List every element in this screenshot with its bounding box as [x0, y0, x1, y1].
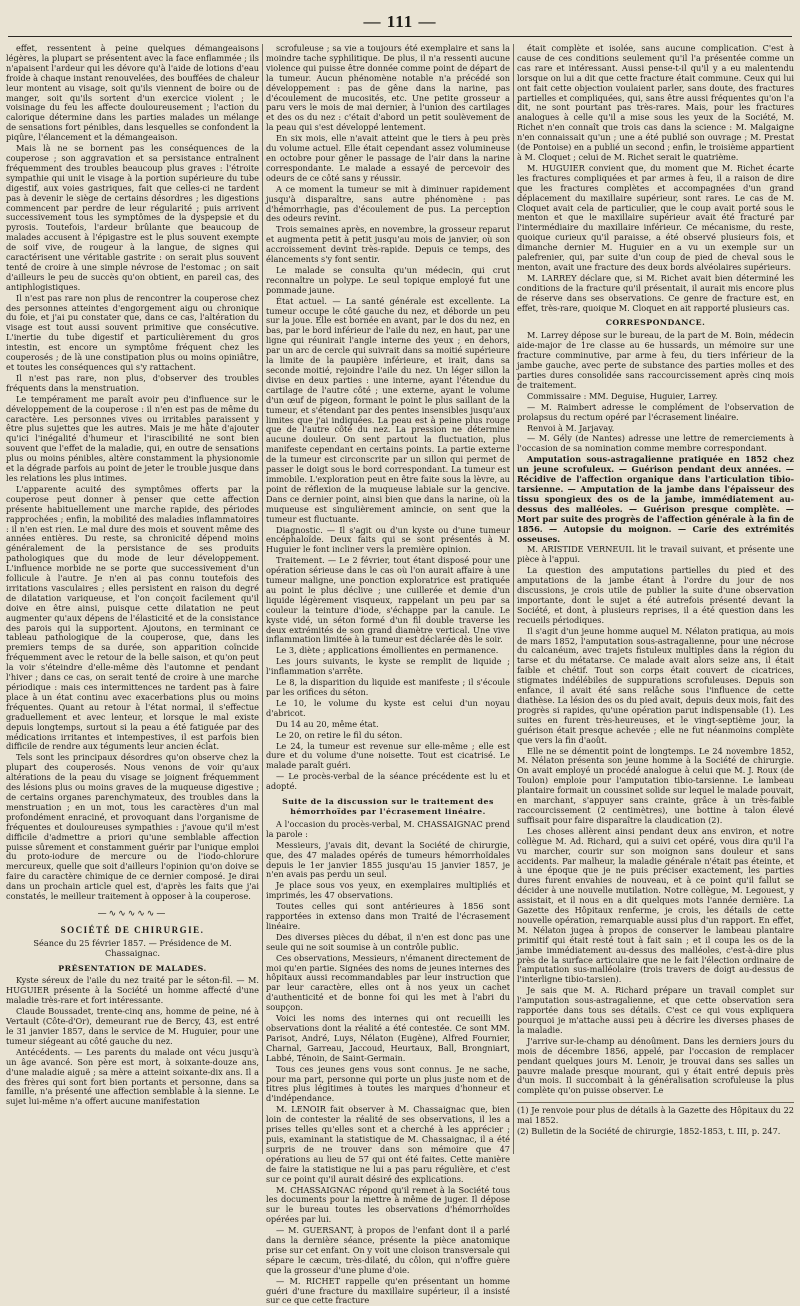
paragraph: La question des amputations partielles du pied et des amputations de la jambe étant à l'ordre du jour de nos discussions, je crois utile de publier la suite d'une observation importante, dont le sujet a été autrefois présenté devant la Société, et dont, à plusieurs reprises, il a été question dans les recueils périodiques.: [517, 565, 794, 625]
paragraph: A ce moment la tumeur se mit à diminuer rapidement jusqu'à disparaître, sans autre phénomène : pas d'hémorrhagie, pas d'écoulement de pus. La perception des odeurs revint.: [266, 183, 510, 224]
footnote: (1) Je renvoie pour plus de détails à la Gazette des Hôpitaux du 22 mai 1852.: [517, 1105, 794, 1126]
paragraph: M. ARISTIDE VERNEUIL lit le travail suivant, et présente une pièce à l'appui.: [517, 544, 794, 565]
paragraph: Le tempérament me paraît avoir peu d'influence sur le développement de la couperose : il n'en est pas de même du caractère. Les personnes vives ou irritables paraissent y être plus sujettes que les autres. Mais je me hâte d'ajouter qu'ici l'inégalité d'humeur et l'irascibilité ne sont bien souvent que l'effet de la maladie, qui, en outre de sensations plus ou moins pénibles, altère constamment la physionomie et la dégrade parfois au point de jeter le trouble jusque dans les relations les plus intimes.: [6, 393, 259, 483]
paragraph: Le 24, la tumeur est revenue sur elle-même ; elle est dure et du volume d'une noisette. Tout est cicatrisé. Le malade paraît guéri.: [266, 740, 510, 771]
paragraph: Messieurs, j'avais dit, devant la Société de chirurgie, que, des 47 malades opérés de tumeurs hémorrhoïdales depuis le 1er janvier 1855 jusqu'au 15 janvier 1857, je n'en avais pas perdu un seul.: [266, 839, 510, 880]
paragraph: Renvoi à M. Jarjavay.: [527, 422, 615, 433]
column-1: [6, 44, 259, 1154]
column-3: [517, 44, 794, 1154]
paragraph: M. LARREY déclare que, si M. Richet avait bien déterminé les conditions de la fracture qu'il présentait, il aurait mis encore plus de réserve dans ses observations. Ce genre de fracture est, en effet, très-rare, quoique M. Cloquet en ait rapporté plusieurs cas.: [517, 272, 794, 313]
paragraph: L'apparente acuité des symptômes offerts par la couperose peut donner à penser que cette affection présente habituellement une marche rapide, des périodes rapprochées ; enfin, la mobilité des maladies inflammatoires : il n'en est rien. Le mal dure des mois et souvent même des années entières. Du reste, sa chronicité dépend moins généralement de la persistance de ses produits pathologiques que du mode de leur développement. L'influence morbide ne se porte que successivement d'un follicule à l'autre. Je n'en ai pas connu toutefois des irritations vasculaires ; elles persistent en raison du degré de dilatation variqueuse, et l'on conçoit facilement qu'il doive en être ainsi, puisque cette dilatation ne peut augmenter qu'aux dépens de l'élasticité et de la consistance des parois qui la supportent. Ajoutons, en terminant ce tableau pathologique de la couperose, que, dans les premiers temps de sa durée, son apparition coïncide fréquemment avec le retour de la belle saison, et qu'on peut la voir s'éteindre d'elle-même dès l'automne et pendant l'hiver ; dans ce cas, on serait tenté de croire à une marche périodique : mais ces intermittences ne tardent pas à faire place à un état continu avec exacerbations plus ou moins fréquentes. Quant au retour à l'état normal, il s'effectue graduellement et avec lenteur, et lorsque le mal existe depuis longtemps, surtout si la peau a été fatiguée par des médications irritantes et intempestives, il est parfois bien difficile de rendre aux téguments leur ancien éclat.: [6, 483, 259, 752]
paragraph: Trois semaines après, en novembre, la grosseur reparut et augmenta petit à petit jusqu'au mois de janvier, où son accroissement devint très-rapide. Depuis ce temps, des élancements s'y font sentir.: [266, 224, 510, 265]
paragraph: Je sais que M. A. Richard prépare un travail complet sur l'amputation sous-astragalienne, et que cette observation sera rapportée dans tous ses détails. C'est ce qui vous expliquera pourquoi je m'attache aussi peu à décrire les diverses phases de la maladie.: [517, 985, 794, 1035]
subsection-title: PRÉSENTATION DE MALADES.: [58, 963, 207, 973]
paragraph: M. HUGUIER convient que, du moment que M. Richet écarte les fractures compliquées et par armes à feu, il a raison de dire que les fractures complètes et accompagnées d'un grand déplacement du maxillaire supérieur, sont rares. Le cas de M. Cloquet avait cela de particulier, que le coup avait porté sous le menton et que le maxillaire supérieur avait été fracturé par l'intermédiaire du maxillaire inférieur. Ce mécanisme, du reste, quoique curieux qu'il paraisse, a été observé plusieurs fois, et dimanche dernier M. Huguier en a vu un exemple sur un palefrenier, qui, par suite d'un coup de pied de cheval sous le menton, avait une fracture des deux bords alvéolaires supérieurs.: [517, 162, 794, 272]
paragraph: — M. RICHET rappelle qu'en présentant un homme guéri d'une fracture du maxillaire supérieur, il a insisté sur ce que cette fracture: [266, 1275, 510, 1306]
paragraph: — M. Raimbert adresse le complément de l'observation de prolapsus du rectum opéré par l'écrasement linéaire.: [517, 401, 794, 422]
subsection-title: CORRESPONDANCE.: [605, 318, 706, 328]
page-header: [0, 10, 800, 34]
paragraph: Des diverses pièces du débat, il n'en est donc pas une seule qui ne soit soumise à un contrôle public.: [266, 931, 510, 952]
paragraph: Le 20, on retire le fil du séton.: [276, 729, 403, 740]
paragraph: Diagnostic. — Il s'agit ou d'un kyste ou d'une tumeur encéphaloïde. Deux faits qui se sont présentés à M. Huguier le font incliner vers la première opinion.: [266, 524, 510, 555]
paragraph: — M. GUERSANT, à propos de l'enfant dont il a parlé dans la dernière séance, présente la pièce anatomique prise sur cet enfant. On y voit une cloison transversale qui sépare le cæcum, très-dilaté, du côlon, qui n'offre guère que la grosseur d'une plume d'oie.: [266, 1225, 510, 1275]
paragraph: M. CHASSAIGNAC répond qu'il remet à la Société tous les documents pour la mettre à même de juger. Il dépose sur le bureau toutes les observations d'hémorrhoïdes opérées par lui.: [266, 1184, 510, 1225]
section-ornament: —∿∿∿∿∿—: [97, 908, 168, 919]
session-line: Séance du 25 février 1857. — Présidence de M. Chassaignac.: [33, 937, 232, 958]
paragraph: effet, ressentent à peine quelques démangeaisons légères, la plupart se présentent avec la face enflammée ; ils n'apaisent l'ardeur qui les dévore qu'à l'aide de lotions d'eau froide à chaque instant renouvelées, des bouffées de chaleur leur montent au visage, soit qu'ils viennent de boire ou de manger, soit qu'ils sortent d'un exercice violent ; le voisinage du feu les affecte douloureusement ; l'action du calorique détermine dans les parties malades un mélange de sensations fort pénibles, dans lesquelles se confondent la piqûre, l'élancement et la démangeaison.: [6, 43, 259, 143]
column-divider: [513, 44, 514, 1154]
footnotes: [517, 1102, 794, 1137]
paragraph: Traitement. — Le 2 février, tout étant disposé pour une opération sérieuse dans le cas où l'on aurait affaire à une tumeur maligne, une ponction exploratrice est pratiquée au point le plus déclive ; une cuillerée et demie d'un liquide légèrement visqueux, rappelant un peu par sa couleur la teinture d'iode, s'échappe par la canule. Le kyste vidé, un séton formé d'un fil double traverse les deux extrémités de son grand diamètre vertical. Une vive inflammation limitée à la tumeur est déclarée dès le soir.: [266, 555, 510, 645]
paragraph: Il s'agit d'un jeune homme auquel M. Nélaton pratiqua, au mois de mars 1852, l'amputation sous-astragalienne, pour une nécrose du calcanéum, avec trajets fistuleux multiples dans la région du tarse et du métatarse. Ce malade avait alors seize ans, il était faible et chétif. Tout son corps était couvert de cicatrices, stigmates indélébiles de suppurations scrofuleuses. Depuis son enfance, il avait été sans relâche sous l'influence de cette diathèse. La lésion des os du pied avait, depuis deux mois, fait des progrès si rapides, qu'une opération parut indispensable (1). Les suites en furent très-heureuses, et le vingt-septième jour, la guérison était presque achevée ; elle ne fut néanmoins complète que vers la fin d'août.: [517, 625, 794, 745]
paragraph: Le 10, le volume du kyste est celui d'un noyau d'abricot.: [266, 697, 510, 718]
paragraph: Tous ces jeunes gens vous sont connus. Je ne sache, pour ma part, personne qui porte un plus juste nom et de titres plus légitimes à toutes les marques d'honneur et d'indépendance.: [266, 1063, 510, 1104]
paragraph: Je place sous vos yeux, en exemplaires multipliés et imprimés, les 47 observations.: [266, 880, 510, 901]
paragraph: Le malade se consulta qu'un médecin, qui crut reconnaître un polype. Le seul topique employé fut une pommade jaune.: [266, 264, 510, 295]
paragraph: J'arrive sur-le-champ au dénoûment. Dans les derniers jours du mois de décembre 1856, appelé, par l'occasion de remplacer pendant quelques jours M. Lenoir, je trouvai dans ses salles un pauvre malade presque mourant, qui y était entré depuis près d'un mois. Il succombait à la généralisation scrofuleuse la plus complète qu'on puisse observer. Le: [517, 1035, 794, 1096]
paragraph: En six mois, elle n'avait atteint que le tiers à peu près du volume actuel. Elle était cependant assez volumineuse en octobre pour gêner le passage de l'air dans la narine correspondante. Le malade a essayé de percevoir des odeurs de ce côté sans y réussir.: [266, 133, 510, 183]
paragraph: Commissaire : MM. Deguise, Huguier, Larrey.: [527, 390, 718, 401]
paragraph: M. Larrey dépose sur le bureau, de la part de M. Boin, médecin aide-major de 1re classe au 6e hussards, un mémoire sur une fracture comminutive, par arme à feu, du tiers inférieur de la jambe gauche, avec perte de substance des parties molles et des parties dures consolidée sans raccourcissement après cinq mois de traitement.: [517, 330, 794, 390]
paragraph: Kyste séreux de l'aile du nez traité par le séton-fil. — M. HUGUIER présente à la Société un homme affecté d'une maladie très-rare et fort intéressante.: [6, 975, 259, 1006]
paragraph: Voici les noms des internes qui ont recueilli les observations dont la réalité a été contestée. Ce sont MM. Parisot, André, Luys, Nélaton (Eugène), Alfred Fournier, Charnal, Garreau, Jaccoud, Heurtaux, Ball, Brongniart, Labbé, Ténoin, de Saint-Germain.: [266, 1013, 510, 1063]
paragraph: Le 3, diète ; applications émollientes en permanence.: [276, 645, 499, 656]
paragraph: Ces observations, Messieurs, n'émanent directement de moi qu'en partie. Signées des noms de jeunes internes des hôpitaux aussi recommandables par leur instruction que par leur caractère, elles ont à nos yeux un cachet d'authenticité et de bonne foi qui les met à l'abri du soupçon.: [266, 952, 510, 1013]
paragraph: était complète et isolée, sans aucune complication. C'est à cause de ces conditions seulement qu'il l'a présentée comme un cas rare et intéressant. Aussi pense-t-il qu'il y a eu malentendu lorsque on lui a dit que cette fracture était commune. Ceux qui lui ont fait cette objection voulaient parler, sans doute, des fractures partielles et compliquées, qui, sans être aussi fréquentes qu'on l'a dit, ne sont pourtant pas très-rares. Mais, pour les fractures analogues à celle qu'il a mise sous les yeux de la Société, M. Richet n'en connaît que trois cas dans la science : M. Malgaigne n'en connaissait qu'un ; une a été publié son ouvrage ; M. Prestat (de Pontoise) en a publié un second ; enfin, le troisième appartient à M. Cloquet ; celui de M. Richet serait le quatrième.: [517, 43, 795, 162]
section-title: SOCIÉTÉ DE CHIRURGIE.: [60, 924, 205, 935]
paragraph: État actuel. — La santé générale est excellente. La tumeur occupe le côté gauche du nez, et déborde un peu sur la joue. Elle est bornée en avant, par le dos du nez, en bas, par le bord inférieur de l'aile du nez, en haut, par une ligne qui réunirait l'angle interne des yeux ; en dehors, par un arc de cercle qui suivrait dans sa moitié supérieure la limite de la paupière inférieure, et irait, dans sa seconde moitié, rejoindre l'aile du nez. Un léger sillon la divise en deux parties : une interne, ayant l'étendue du cartilage de l'autre côté ; une externe, ayant le volume d'un œuf de pigeon, formant le point le plus saillant de la tumeur, et s'étendant par des pentes insensibles jusqu'aux limites que j'ai indiquées. La peau est à peine plus rouge que de l'autre côté du nez. La pression ne détermine aucune douleur. On sent partout la fluctuation, plus manifeste cependant en certains points. La partie externe de la tumeur est circonscrite par un sillon qui permet de passer le doigt sous le bord correspondant. La tumeur est immobile. L'exploration peut en être faite sous la lèvre, au point de réflexion de la muqueuse labiale sur la gencive. Dans ce dernier point, ainsi bien que dans la narine, où la muqueuse est singulièrement amincie, on sent que la tumeur est fluctuante.: [266, 295, 510, 524]
page-number: — 111 —: [363, 12, 437, 31]
paragraph: M. LENOIR fait observer à M. Chassaignac que, bien loin de contester la réalité de ses observations, il les a prises telles qu'elles sont et a cherché à les apprécier ; puis, examinant la statistique de M. Chassaignac, il a été surpris de ne trouver dans son mémoire que 47 opérations au lieu de 57 qui ont été faites. Cette manière de faire la statistique ne lui a pas paru régulière, et c'est sur ce point qu'il aurait désiré des explications.: [266, 1104, 510, 1184]
footnote: (2) Bulletin de la Société de chirurgie, 1852-1853, t. III, p. 247.: [517, 1126, 781, 1137]
paragraph: Toutes celles qui sont antérieures à 1856 sont rapportées in extenso dans mon Traité de l'écrasement linéaire.: [266, 901, 510, 931]
subsection-title: Suite de la discussion sur le traitement des hémorrhoïdes par l'écrasement linéaire.: [282, 797, 494, 816]
paragraph: Du 14 au 20, même état.: [276, 718, 379, 729]
header-rule: [8, 36, 792, 37]
paragraph: Le 8, la disparition du liquide est manifeste ; il s'écoule par les orifices du séton.: [266, 677, 510, 697]
article-heading: Amputation sous-astragalienne pratiquée en 1852 chez un jeune scrofuleux. — Guérison pendant deux années. — Récidive de l'affection organique dans l'articulation tibio-tarsienne. — Amputation de la jambe dans l'épaisseur des tissu spongieux des os de la jambe, immédiatement au-dessus des malléoles. — Guérison presque complète. — Mort par suite des progrès de l'affection générale à la fin de 1856. — Autopsie du moignon. — Carie des extrémités osseuses.: [517, 454, 794, 544]
paragraph: A l'occasion du procès-verbal, M. CHASSAIGNAC prend la parole :: [266, 818, 510, 839]
column-divider: [262, 44, 263, 1154]
paragraph: — M. Gély (de Nantes) adresse une lettre de remerciements à l'occasion de sa nomination comme membre correspondant.: [517, 433, 794, 454]
paragraph: Les jours suivants, le kyste se remplit de liquide ; l'inflammation s'arrête.: [266, 656, 510, 677]
paragraph: Antécédents. — Les parents du malade ont vécu jusqu'à un âge avancé. Son père est mort, à soixante-douze ans, d'une maladie aiguë ; sa mère a atteint soixante-dix ans. Il a des frères qui sont fort bien portants et personne, dans sa famille, n'a présenté une affection semblable à la sienne. Le sujet lui-même n'a offert aucune manifestation: [6, 1046, 259, 1107]
column-2: [266, 43, 510, 1306]
paragraph: Il n'est pas rare non plus de rencontrer la couperose chez des personnes atteintes d'engorgement aigu ou chronique du foie, et j'ai pu constater que, dans ce cas, l'altération du visage est tout aussi souvent primitive que consécutive. L'inertie du tube digestif et particulièrement du gros intestin, est encore un symptôme fréquent chez les couperosés ; de là une constipation plus ou moins opiniâtre, et toutes les conséquences qui s'y rattachent.: [6, 292, 259, 372]
paragraph: scrofuleuse ; sa vie a toujours été exemplaire et sans la moindre tache syphilitique. De plus, il n'a ressenti aucune violence qui puisse être donnée comme point de départ de la tumeur. Aucun phénomène notable n'a précédé son développement : pas de gêne dans la narine, pas d'écoulement de mucosités, etc. Une petite grosseur a paru vers le mois de mai dernier, à l'union des cartilages et des os du nez : c'était d'abord un petit soulèvement de la peau qui s'est développé lentement.: [266, 43, 510, 133]
paragraph: Tels sont les principaux désordres qu'on observe chez la plupart des couperosés. Nous venons de voir qu'aux altérations de la peau du visage se joignent fréquemment des lésions plus ou moins graves de la muqueuse digestive ; de certains organes parenchymateux, des troubles dans la menstruation ; en un mot, tous les caractères d'un mal profondément enraciné, et provoquant dans l'organisme de fréquentes et douloureuses sympathies : j'avoue qu'il m'est difficile d'admettre a priori qu'une semblable affection puisse sûrement et constamment guérir par l'unique emploi du proto-iodure de mercure ou de l'iodo-chlorure mercureux, quelle que soit d'ailleurs l'opinion qu'on doive se faire du caractère chimique de ce dernier composé. Je dirai dans un prochain article quel est, d'après les faits que j'ai constatés, le meilleur traitement à opposer à la couperose.: [6, 752, 259, 902]
paragraph: Il n'est pas rare, non plus, d'observer des troubles fréquents dans la menstruation.: [6, 372, 259, 393]
paragraph: Mais là ne se bornent pas les conséquences de la couperose ; son aggravation et sa persistance entraînent fréquemment des troubles beaucoup plus graves : l'étroite sympathie qui unit le visage à la portion supérieure du tube digestif, aux voies gastriques, fait que celles-ci ne tardent pas à devenir le siège de certains désordres ; les digestions commencent par perdre de leur régularité ; puis arrivent successivement tous les symptômes de la dyspepsie et du pyrosis. Toutefois, l'ardeur brûlante que beaucoup de malades accusent à l'épigastre est le plus souvent exempte de soif vive, de rougeur à la langue, de signes qui caractérisent une véritable gastrite : on serait plus souvent tenté de croire à une simple névrose de l'estomac ; on sait d'ailleurs le peu de succès qu'on obtient, en pareil cas, des antiphlogistiques.: [6, 143, 259, 292]
paragraph: — Le procès-verbal de la séance précédente est lu et adopté.: [266, 771, 510, 792]
paragraph: Elle ne se démentit point de longtemps. Le 24 novembre 1852, M. Nélaton présenta son jeune homme à la Société de chirurgie. On avait employé un procédé analogue à celui que M. J. Roux (de Toulon) emploie pour l'amputation tibio-tarsienne. Le lambeau plantaire formait un coussinet solide sur lequel le malade pouvait, en marchant, s'appuyer sans crainte, grâce à un très-faible raccourcissement (2 centimètres), une bottine à talon élevé suffisait pour faire disparaître la claudication (2).: [517, 745, 794, 825]
paragraph: Claude Boussadet, trente-cinq ans, homme de peine, né à Vertault (Côte-d'Or), demeurant rue de Bercy, 43, est entré le 31 janvier 1857, dans le service de M. Huguier, pour une tumeur siégeant au côté gauche du nez.: [6, 1006, 259, 1046]
paragraph: Les choses allèrent ainsi pendant deux ans environ, et notre collègue M. Ad. Richard, qui a suivi cet opéré, vous dira qu'il l'a vu marcher, courir sur son moignon sans douleur et sans accidents. Par malheur, la maladie générale n'était pas éteinte, et à une époque que je ne puis préciser exactement, les parties dures furent envahies de nouveau, et à ce point qu'il fallut se décider à une nouvelle mutilation. Notre collègue, M. Legouest, y assistait, et il nous en a dit quelques mots l'année dernière. La Gazette des Hôpitaux renferme, je crois, les détails de cette nouvelle opération, remarquable aussi plus d'un rapport. En effet, M. Nélaton jugea à propos de conserver le lambeau plantaire primitif qui était resté tout à fait sain ; et il coupa les os de la jambe immédiatement au-dessus des malléoles, c'est-à-dire plus près de la surface articulaire que ne le fait l'élection ordinaire de l'amputation sus-malléolaire (trois travers de doigt au-dessus de l'interligne tibio-tarsien).: [517, 825, 794, 985]
